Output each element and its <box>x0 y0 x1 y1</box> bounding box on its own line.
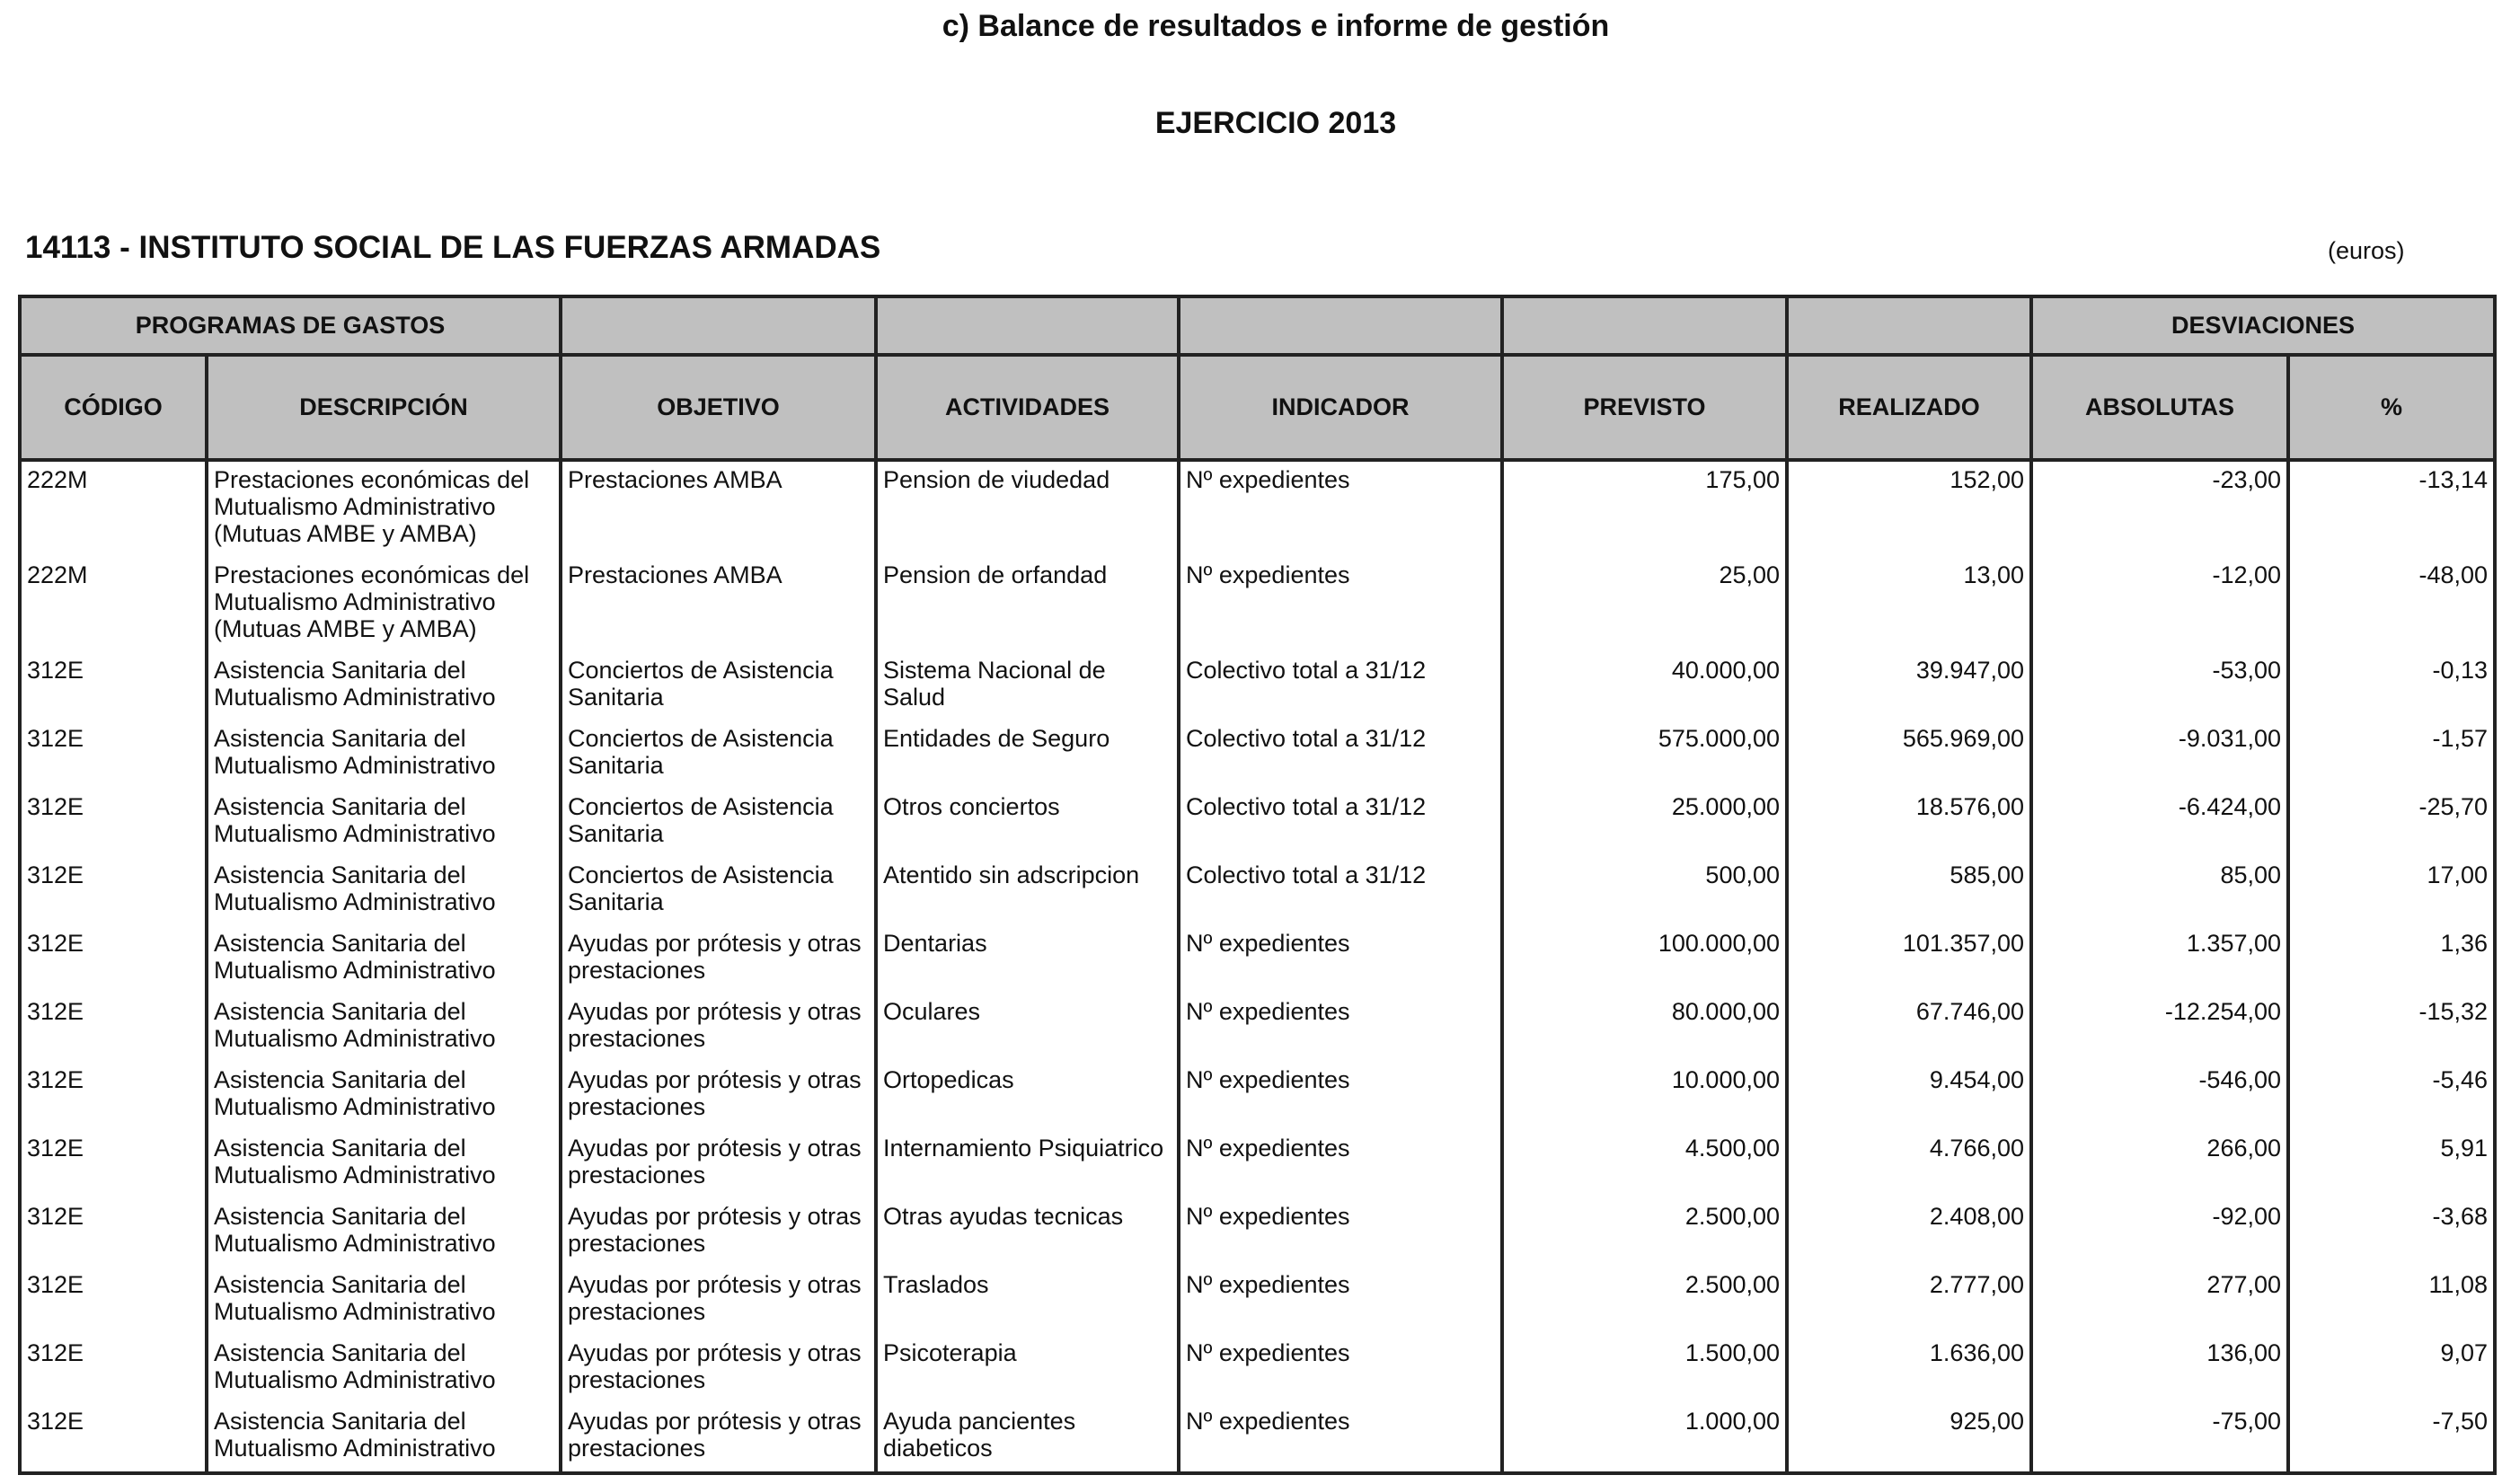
cell-descripcion: Prestaciones económicas del Mutualismo Administrativo (Mutuas AMBE y AMBA) <box>207 460 561 557</box>
col-header-objetivo: OBJETIVO <box>561 355 876 460</box>
group-header-row <box>20 296 2495 355</box>
cell-percent: 11,08 <box>2288 1267 2495 1335</box>
col-header-descripcion: DESCRIPCIÓN <box>207 355 561 460</box>
cell-objetivo: Ayudas por prótesis y otras prestaciones <box>561 1198 876 1267</box>
empty-group-header <box>561 296 876 355</box>
table-row <box>20 994 2495 1062</box>
currency-units: (euros) <box>2328 237 2405 264</box>
col-header-actividades: ACTIVIDADES <box>876 355 1179 460</box>
fiscal-year-title: EJERCICIO 2013 <box>1154 106 1397 140</box>
cell-codigo: 312E <box>20 1335 207 1403</box>
cell-indicador: Nº expedientes <box>1179 1198 1502 1267</box>
cell-absolutas: 277,00 <box>2031 1267 2288 1335</box>
cell-objetivo: Ayudas por prótesis y otras prestaciones <box>561 1062 876 1130</box>
cell-previsto: 2.500,00 <box>1502 1198 1787 1267</box>
cell-percent: -48,00 <box>2288 557 2495 652</box>
cell-absolutas: -53,00 <box>2031 652 2288 720</box>
cell-codigo: 312E <box>20 1130 207 1198</box>
cell-objetivo: Prestaciones AMBA <box>561 557 876 652</box>
table-row <box>20 789 2495 857</box>
cell-actividad: Ortopedicas <box>876 1062 1179 1130</box>
col-header-realizado: REALIZADO <box>1787 355 2031 460</box>
empty-group-header <box>1502 296 1787 355</box>
cell-codigo: 312E <box>20 925 207 994</box>
cell-realizado: 2.408,00 <box>1787 1198 2031 1267</box>
cell-realizado: 925,00 <box>1787 1403 2031 1473</box>
table-row <box>20 1335 2495 1403</box>
cell-codigo: 312E <box>20 994 207 1062</box>
cell-percent: -13,14 <box>2288 460 2495 557</box>
cell-codigo: 312E <box>20 1198 207 1267</box>
cell-descripcion: Asistencia Sanitaria del Mutualismo Administrativo <box>207 652 561 720</box>
cell-objetivo: Ayudas por prótesis y otras prestaciones <box>561 1267 876 1335</box>
cell-descripcion: Asistencia Sanitaria del Mutualismo Administrativo <box>207 1403 561 1473</box>
entity-title: 14113 - INSTITUTO SOCIAL DE LAS FUERZAS ARMADAS <box>25 230 881 265</box>
cell-previsto: 10.000,00 <box>1502 1062 1787 1130</box>
cell-descripcion: Asistencia Sanitaria del Mutualismo Administrativo <box>207 1335 561 1403</box>
cell-absolutas: -546,00 <box>2031 1062 2288 1130</box>
cell-actividad: Atentido sin adscripcion <box>876 857 1179 925</box>
cell-previsto: 25.000,00 <box>1502 789 1787 857</box>
cell-actividad: Otros conciertos <box>876 789 1179 857</box>
table-row <box>20 857 2495 925</box>
cell-percent: -0,13 <box>2288 652 2495 720</box>
cell-descripcion: Asistencia Sanitaria del Mutualismo Administrativo <box>207 789 561 857</box>
cell-absolutas: 1.357,00 <box>2031 925 2288 994</box>
results-table <box>18 295 2497 1475</box>
cell-descripcion: Asistencia Sanitaria del Mutualismo Administrativo <box>207 994 561 1062</box>
col-header-previsto: PREVISTO <box>1502 355 1787 460</box>
col-header-indicador: INDICADOR <box>1179 355 1502 460</box>
cell-actividad: Pension de viudedad <box>876 460 1179 557</box>
empty-group-header <box>876 296 1179 355</box>
cell-previsto: 25,00 <box>1502 557 1787 652</box>
table-row <box>20 1062 2495 1130</box>
cell-indicador: Nº expedientes <box>1179 994 1502 1062</box>
cell-actividad: Sistema Nacional de Salud <box>876 652 1179 720</box>
cell-indicador: Nº expedientes <box>1179 1062 1502 1130</box>
deviations-group-header: DESVIACIONES <box>2031 296 2495 355</box>
table-row <box>20 1403 2495 1473</box>
cell-realizado: 1.636,00 <box>1787 1335 2031 1403</box>
cell-absolutas: 266,00 <box>2031 1130 2288 1198</box>
cell-realizado: 39.947,00 <box>1787 652 2031 720</box>
cell-codigo: 222M <box>20 460 207 557</box>
cell-realizado: 4.766,00 <box>1787 1130 2031 1198</box>
cell-absolutas: -9.031,00 <box>2031 720 2288 789</box>
cell-codigo: 312E <box>20 857 207 925</box>
cell-indicador: Nº expedientes <box>1179 1267 1502 1335</box>
table-row <box>20 720 2495 789</box>
cell-realizado: 9.454,00 <box>1787 1062 2031 1130</box>
cell-actividad: Dentarias <box>876 925 1179 994</box>
cell-indicador: Nº expedientes <box>1179 1335 1502 1403</box>
cell-percent: -3,68 <box>2288 1198 2495 1267</box>
cell-objetivo: Ayudas por prótesis y otras prestaciones <box>561 1335 876 1403</box>
table-row <box>20 1267 2495 1335</box>
cell-percent: 9,07 <box>2288 1335 2495 1403</box>
cell-actividad: Pension de orfandad <box>876 557 1179 652</box>
cell-descripcion: Asistencia Sanitaria del Mutualismo Administrativo <box>207 1062 561 1130</box>
cell-indicador: Colectivo total a 31/12 <box>1179 720 1502 789</box>
cell-percent: -5,46 <box>2288 1062 2495 1130</box>
empty-group-header <box>1179 296 1502 355</box>
cell-realizado: 101.357,00 <box>1787 925 2031 994</box>
cell-previsto: 100.000,00 <box>1502 925 1787 994</box>
cell-percent: 17,00 <box>2288 857 2495 925</box>
cell-previsto: 4.500,00 <box>1502 1130 1787 1198</box>
cell-indicador: Nº expedientes <box>1179 1403 1502 1473</box>
cell-actividad: Otras ayudas tecnicas <box>876 1198 1179 1267</box>
cell-codigo: 312E <box>20 1403 207 1473</box>
cell-realizado: 2.777,00 <box>1787 1267 2031 1335</box>
cell-indicador: Nº expedientes <box>1179 1130 1502 1198</box>
cell-realizado: 67.746,00 <box>1787 994 2031 1062</box>
cell-codigo: 222M <box>20 557 207 652</box>
col-header-absolutas: ABSOLUTAS <box>2031 355 2288 460</box>
cell-descripcion: Asistencia Sanitaria del Mutualismo Administrativo <box>207 1267 561 1335</box>
empty-group-header <box>1787 296 2031 355</box>
cell-percent: 5,91 <box>2288 1130 2495 1198</box>
cell-absolutas: -75,00 <box>2031 1403 2288 1473</box>
cell-objetivo: Ayudas por prótesis y otras prestaciones <box>561 994 876 1062</box>
cell-objetivo: Conciertos de Asistencia Sanitaria <box>561 857 876 925</box>
cell-indicador: Nº expedientes <box>1179 925 1502 994</box>
cell-percent: -1,57 <box>2288 720 2495 789</box>
table-row <box>20 1130 2495 1198</box>
cell-absolutas: 136,00 <box>2031 1335 2288 1403</box>
cell-codigo: 312E <box>20 652 207 720</box>
cell-previsto: 1.500,00 <box>1502 1335 1787 1403</box>
cell-realizado: 565.969,00 <box>1787 720 2031 789</box>
cell-realizado: 152,00 <box>1787 460 2031 557</box>
table-row <box>20 460 2495 557</box>
cell-actividad: Internamiento Psiquiatrico <box>876 1130 1179 1198</box>
cell-indicador: Colectivo total a 31/12 <box>1179 652 1502 720</box>
cell-objetivo: Prestaciones AMBA <box>561 460 876 557</box>
cell-realizado: 585,00 <box>1787 857 2031 925</box>
table-body <box>20 460 2495 1473</box>
col-header-codigo: CÓDIGO <box>20 355 207 460</box>
cell-percent: -15,32 <box>2288 994 2495 1062</box>
cell-actividad: Ayuda pancientes diabeticos <box>876 1403 1179 1473</box>
cell-percent: -25,70 <box>2288 789 2495 857</box>
cell-absolutas: -12,00 <box>2031 557 2288 652</box>
cell-previsto: 1.000,00 <box>1502 1403 1787 1473</box>
cell-previsto: 500,00 <box>1502 857 1787 925</box>
cell-descripcion: Prestaciones económicas del Mutualismo Administrativo (Mutuas AMBE y AMBA) <box>207 557 561 652</box>
cell-indicador: Nº expedientes <box>1179 557 1502 652</box>
cell-previsto: 80.000,00 <box>1502 994 1787 1062</box>
cell-codigo: 312E <box>20 789 207 857</box>
programs-group-header: PROGRAMAS DE GASTOS <box>20 296 561 355</box>
cell-realizado: 13,00 <box>1787 557 2031 652</box>
table-row <box>20 557 2495 652</box>
cell-actividad: Psicoterapia <box>876 1335 1179 1403</box>
cell-previsto: 575.000,00 <box>1502 720 1787 789</box>
cell-previsto: 175,00 <box>1502 460 1787 557</box>
cell-absolutas: -6.424,00 <box>2031 789 2288 857</box>
cell-codigo: 312E <box>20 1267 207 1335</box>
cell-descripcion: Asistencia Sanitaria del Mutualismo Administrativo <box>207 857 561 925</box>
cell-descripcion: Asistencia Sanitaria del Mutualismo Administrativo <box>207 1198 561 1267</box>
cell-absolutas: 85,00 <box>2031 857 2288 925</box>
cell-percent: 1,36 <box>2288 925 2495 994</box>
cell-descripcion: Asistencia Sanitaria del Mutualismo Administrativo <box>207 1130 561 1198</box>
cell-indicador: Colectivo total a 31/12 <box>1179 857 1502 925</box>
cell-indicador: Nº expedientes <box>1179 460 1502 557</box>
cell-indicador: Colectivo total a 31/12 <box>1179 789 1502 857</box>
cell-descripcion: Asistencia Sanitaria del Mutualismo Administrativo <box>207 925 561 994</box>
cell-objetivo: Ayudas por prótesis y otras prestaciones <box>561 1130 876 1198</box>
cell-previsto: 2.500,00 <box>1502 1267 1787 1335</box>
cell-descripcion: Asistencia Sanitaria del Mutualismo Administrativo <box>207 720 561 789</box>
cell-percent: -7,50 <box>2288 1403 2495 1473</box>
cell-codigo: 312E <box>20 1062 207 1130</box>
cell-realizado: 18.576,00 <box>1787 789 2031 857</box>
cell-objetivo: Conciertos de Asistencia Sanitaria <box>561 720 876 789</box>
cell-absolutas: -23,00 <box>2031 460 2288 557</box>
col-header-percent: % <box>2288 355 2495 460</box>
cell-objetivo: Conciertos de Asistencia Sanitaria <box>561 789 876 857</box>
cell-previsto: 40.000,00 <box>1502 652 1787 720</box>
section-title: c) Balance de resultados e informe de gestión <box>942 9 1610 43</box>
table-row <box>20 925 2495 994</box>
cell-codigo: 312E <box>20 720 207 789</box>
cell-objetivo: Ayudas por prótesis y otras prestaciones <box>561 1403 876 1473</box>
cell-objetivo: Ayudas por prótesis y otras prestaciones <box>561 925 876 994</box>
column-header-row <box>20 355 2495 460</box>
cell-actividad: Entidades de Seguro <box>876 720 1179 789</box>
cell-absolutas: -12.254,00 <box>2031 994 2288 1062</box>
table-row <box>20 652 2495 720</box>
table-row <box>20 1198 2495 1267</box>
cell-actividad: Oculares <box>876 994 1179 1062</box>
cell-absolutas: -92,00 <box>2031 1198 2288 1267</box>
cell-objetivo: Conciertos de Asistencia Sanitaria <box>561 652 876 720</box>
cell-actividad: Traslados <box>876 1267 1179 1335</box>
